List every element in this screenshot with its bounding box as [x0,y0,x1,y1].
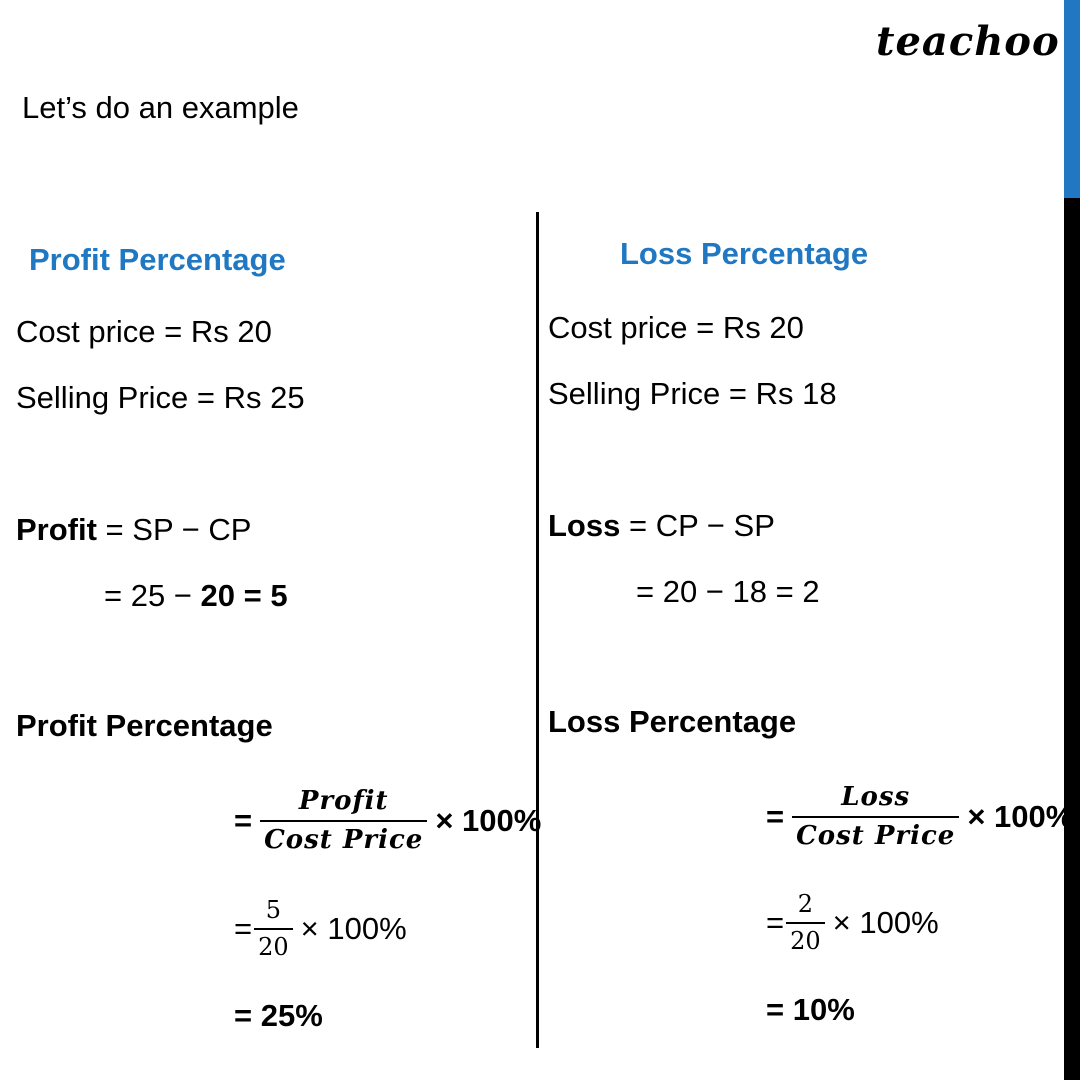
profit-label: Profit [16,512,97,547]
loss-cost-price: Cost price = Rs 20 [548,310,804,345]
fraction-numerator: 5 [265,896,282,924]
loss-formula-fraction [766,782,1073,852]
loss-label: Loss [548,508,621,543]
loss-over-cost-fraction [792,782,959,852]
profit-calc-prefix: = 25 − [104,578,201,613]
times-hundred-percent: × 100% [435,803,542,839]
profit-formula: = SP − CP [96,512,252,547]
loss-selling-price: Selling Price = Rs 18 [548,376,837,411]
loss-result: = 10% [766,992,855,1027]
loss-numeric-fraction [766,890,939,956]
equals-sign: = [234,803,253,839]
loss-percentage-label: Loss Percentage [548,704,797,739]
profit-formula-line [16,512,251,548]
sidebar-blue-bar [1064,0,1080,198]
loss-calc-line: = 20 − 18 = 2 [636,574,820,609]
equals-sign: = [766,799,785,835]
fraction-bar [260,820,427,822]
intro-text: Let’s do an example [22,90,299,125]
profit-calc-result: 20 = 5 [200,578,288,613]
profit-numeric-fraction [234,896,407,962]
profit-cost-price: Cost price = Rs 20 [16,314,272,349]
fraction-bar [254,928,293,930]
loss-formula: = CP − SP [620,508,775,543]
profit-heading: Profit Percentage [29,242,286,277]
fraction-denominator: Cost Price [796,821,956,852]
column-divider [536,212,539,1048]
times-hundred-percent: × 100% [967,799,1074,835]
fraction-denominator: 20 [790,926,821,955]
fraction-bar [792,816,959,818]
profit-result: = 25% [234,998,323,1033]
profit-selling-price: Selling Price = Rs 25 [16,380,305,415]
times-hundred-percent: × 100% [300,910,407,946]
profit-formula-fraction [234,786,541,856]
teachoo-logo: teachoo [876,18,1060,65]
profit-over-cost-fraction [260,786,427,856]
loss-formula-line [548,508,775,544]
loss-heading: Loss Percentage [620,236,869,271]
equals-sign: = [234,910,253,946]
fraction-numerator: Profit [298,786,389,816]
two-over-twenty-fraction [786,890,825,956]
profit-calc-line [104,578,288,614]
fraction-denominator: 20 [258,932,289,961]
fraction-numerator: 2 [797,890,814,918]
times-hundred-percent: × 100% [832,904,939,940]
fraction-numerator: Loss [841,782,911,812]
five-over-twenty-fraction [254,896,293,962]
sidebar-dark-bar [1064,198,1080,1080]
profit-percentage-label: Profit Percentage [16,708,273,743]
fraction-denominator: Cost Price [264,825,424,856]
fraction-bar [786,922,825,924]
equals-sign: = [766,904,785,940]
